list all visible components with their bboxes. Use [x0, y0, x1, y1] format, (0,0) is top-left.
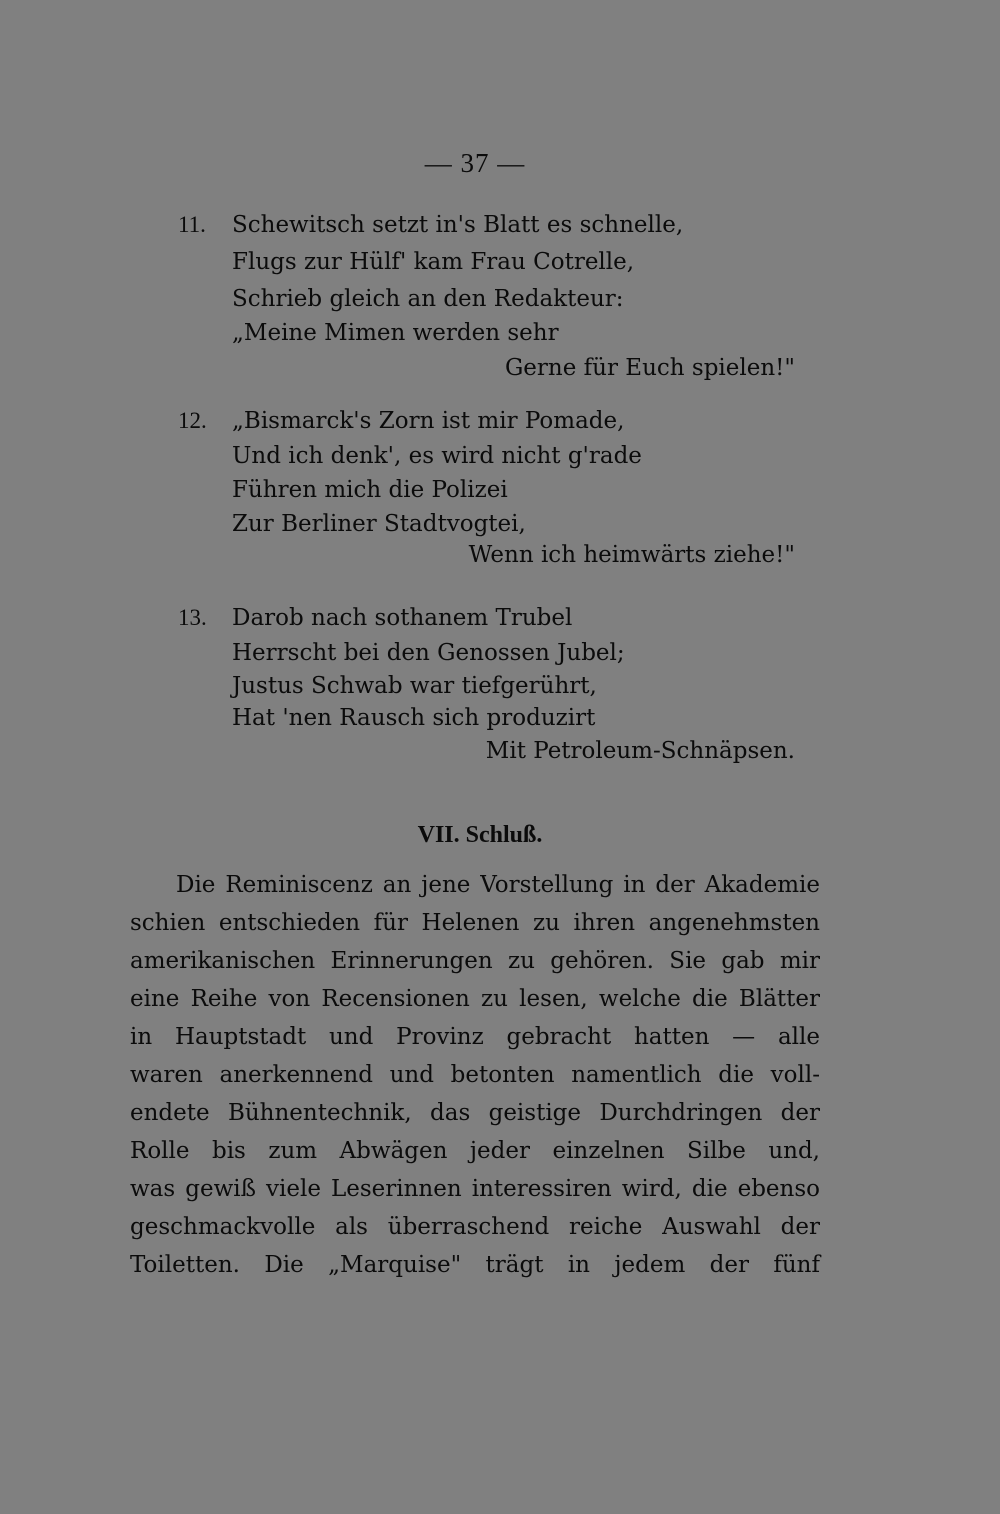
prose-line: Rolle bis zum Abwägen jeder einzelnen Silbe und, [130, 1138, 820, 1164]
stanza-number: 11. [178, 212, 206, 237]
prose-line: Die Reminiscenz an jene Vorstellung in der Akademie [176, 872, 820, 898]
verse-line: „Meine Mimen werden sehr [232, 320, 559, 346]
prose-line: Toiletten. Die „Marquise" trägt in jedem der fünf [130, 1252, 820, 1278]
prose-line: amerikanischen Erinnerungen zu gehören. Sie gab mir [130, 948, 820, 974]
prose-line: waren anerkennend und betonten namentlich die voll- [130, 1062, 820, 1088]
verse-line: Und ich denk', es wird nicht g'rade [232, 443, 642, 469]
verse-line: Zur Berliner Stadtvogtei, [232, 511, 526, 537]
verse-line: Mit Petroleum-Schnäpsen. [485, 738, 795, 764]
verse-line: Hat 'nen Rausch sich produzirt [232, 705, 596, 731]
section-heading: VII. Schluß. [417, 822, 543, 848]
prose-line: eine Reihe von Recensionen zu lesen, welche die Blätter [130, 986, 820, 1012]
stanza-number: 13. [178, 605, 207, 630]
verse-line: Darob nach sothanem Trubel [232, 605, 573, 631]
prose-line: endete Bühnentechnik, das geistige Durchdringen der [130, 1100, 820, 1126]
verse-line: Justus Schwab war tiefgerührt, [232, 673, 597, 699]
verse-line: Schewitsch setzt in's Blatt es schnelle, [232, 212, 684, 238]
stanza-number: 12. [178, 408, 207, 433]
page-number: — 37 — [424, 148, 526, 178]
prose-line: geschmackvolle als überraschend reiche Auswahl der [130, 1214, 820, 1240]
verse-line: Gerne für Euch spielen!" [504, 355, 795, 381]
verse-line: Herrscht bei den Genossen Jubel; [232, 640, 625, 666]
prose-line: was gewiß viele Leserinnen interessiren wird, die ebenso [130, 1176, 820, 1202]
verse-line: „Bismarck's Zorn ist mir Pomade, [232, 408, 625, 434]
verse-line: Schrieb gleich an den Redakteur: [232, 286, 624, 312]
prose-line: schien entschieden für Helenen zu ihren angenehmsten [130, 910, 820, 936]
prose-line: in Hauptstadt und Provinz gebracht hatten — alle [130, 1024, 820, 1050]
verse-line: Wenn ich heimwärts ziehe!" [468, 542, 795, 568]
verse-line: Führen mich die Polizei [232, 477, 508, 503]
verse-line: Flugs zur Hülf' kam Frau Cotrelle, [232, 249, 635, 275]
